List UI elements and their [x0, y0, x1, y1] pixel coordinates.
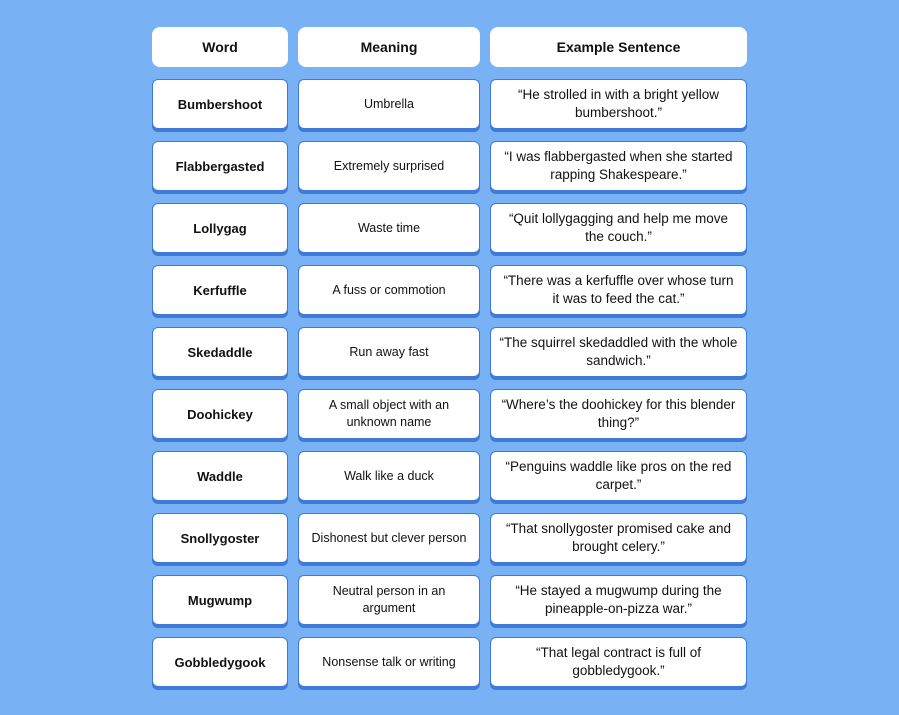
word-cell: Flabbergasted	[152, 141, 288, 191]
table-header-row	[152, 27, 747, 67]
word-cell: Lollygag	[152, 203, 288, 253]
meaning-cell: Walk like a duck	[298, 451, 480, 501]
example-cell: “Where’s the doohickey for this blender thing?”	[490, 389, 747, 439]
example-cell: “The squirrel skedaddled with the whole sandwich.”	[490, 327, 747, 377]
table-row	[152, 79, 747, 129]
example-cell: “There was a kerfuffle over whose turn it was to feed the cat.”	[490, 265, 747, 315]
meaning-cell: Extremely surprised	[298, 141, 480, 191]
table-row	[152, 203, 747, 253]
word-cell: Skedaddle	[152, 327, 288, 377]
header-word: Word	[152, 27, 288, 67]
example-cell: “He stayed a mugwump during the pineapple-on-pizza war.”	[490, 575, 747, 625]
meaning-cell: Run away fast	[298, 327, 480, 377]
meaning-cell: Umbrella	[298, 79, 480, 129]
vocabulary-table	[152, 27, 747, 687]
table-row	[152, 637, 747, 687]
table-row	[152, 451, 747, 501]
table-row	[152, 141, 747, 191]
word-cell: Mugwump	[152, 575, 288, 625]
example-cell: “He strolled in with a bright yellow bumbershoot.”	[490, 79, 747, 129]
meaning-cell: A fuss or commotion	[298, 265, 480, 315]
header-example-sentence: Example Sentence	[490, 27, 747, 67]
meaning-cell: A small object with an unknown name	[298, 389, 480, 439]
table-row	[152, 265, 747, 315]
word-cell: Doohickey	[152, 389, 288, 439]
header-meaning: Meaning	[298, 27, 480, 67]
table-row	[152, 513, 747, 563]
word-cell: Bumbershoot	[152, 79, 288, 129]
example-cell: “That snollygoster promised cake and brought celery.”	[490, 513, 747, 563]
word-cell: Waddle	[152, 451, 288, 501]
meaning-cell: Waste time	[298, 203, 480, 253]
meaning-cell: Nonsense talk or writing	[298, 637, 480, 687]
example-cell: “That legal contract is full of gobbledygook.”	[490, 637, 747, 687]
meaning-cell: Dishonest but clever person	[298, 513, 480, 563]
table-row	[152, 327, 747, 377]
word-cell: Snollygoster	[152, 513, 288, 563]
example-cell: “Penguins waddle like pros on the red carpet.”	[490, 451, 747, 501]
table-row	[152, 389, 747, 439]
word-cell: Gobbledygook	[152, 637, 288, 687]
meaning-cell: Neutral person in an argument	[298, 575, 480, 625]
table-row	[152, 575, 747, 625]
example-cell: “Quit lollygagging and help me move the couch.”	[490, 203, 747, 253]
example-cell: “I was flabbergasted when she started rapping Shakespeare.”	[490, 141, 747, 191]
word-cell: Kerfuffle	[152, 265, 288, 315]
